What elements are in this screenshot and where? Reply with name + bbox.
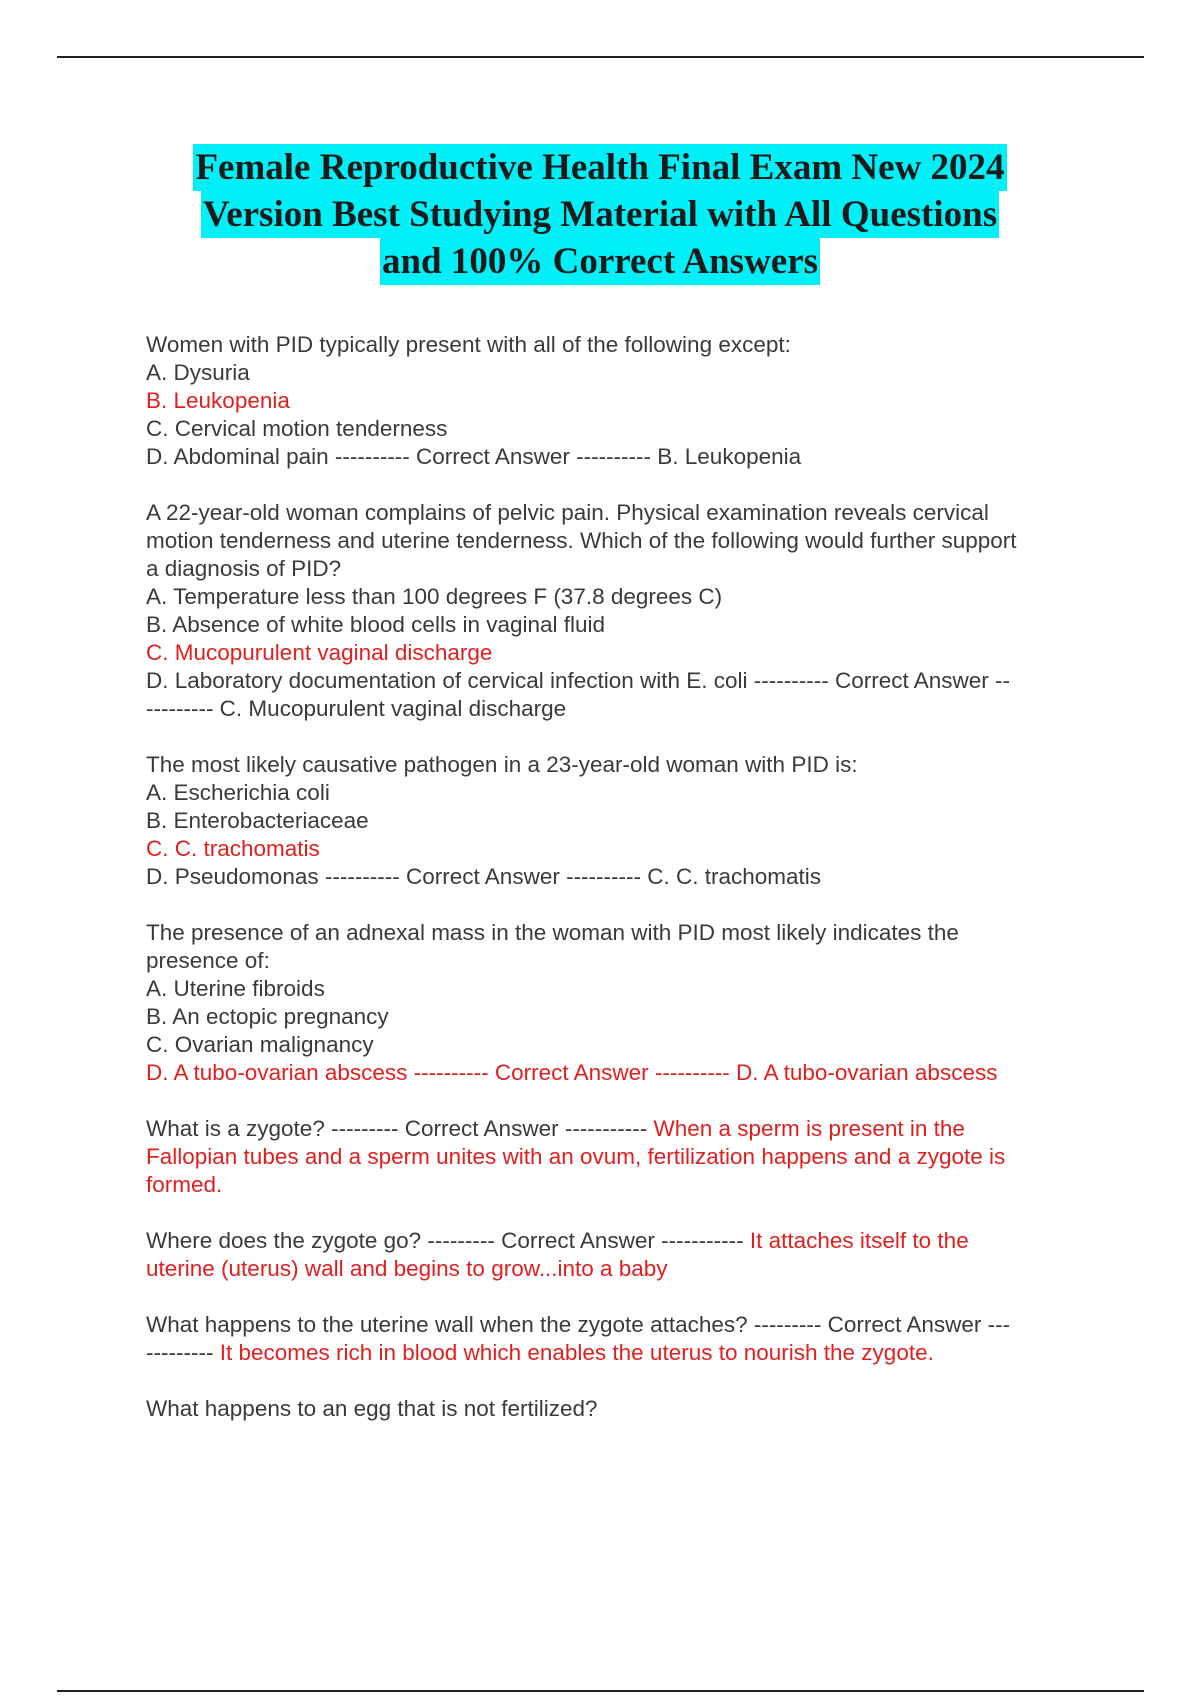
answer-text-part-2: uterine (uterus) wall and begins to grow...into a baby xyxy=(146,1256,668,1281)
title-line-3: and 100% Correct Answers xyxy=(380,238,820,285)
question-block-6 xyxy=(146,1227,1096,1283)
question-block-7 xyxy=(146,1311,1096,1367)
question-text: What happens to an egg that is not fertilized? xyxy=(146,1396,598,1421)
question-text-line-1: The presence of an adnexal mass in the woman with PID most likely indicates the xyxy=(146,920,959,945)
option-a: A. Temperature less than 100 degrees F (37.8 degrees C) xyxy=(146,584,723,609)
option-b-correct: B. Leukopenia xyxy=(146,388,290,413)
question-prefix-line-1: What happens to the uterine wall when the zygote attaches? --------- Correct Answer --- xyxy=(146,1312,1011,1337)
option-d-correct-with-answer: D. A tubo-ovarian abscess ---------- Correct Answer ---------- D. A tubo-ovarian abscess xyxy=(146,1060,998,1085)
answer-text-part-3: formed. xyxy=(146,1172,223,1197)
question-text-line-2: presence of: xyxy=(146,948,270,973)
question-block-8 xyxy=(146,1395,1096,1423)
answer-text-part-1: It attaches itself to the xyxy=(749,1228,969,1253)
question-block-1 xyxy=(146,331,1096,471)
question-block-3 xyxy=(146,751,1096,891)
question-block-4 xyxy=(146,919,1096,1087)
question-prefix: Where does the zygote go? --------- Correct Answer ----------- xyxy=(146,1228,750,1253)
answer-text-part-2: Fallopian tubes and a sperm unites with an ovum, fertilization happens and a zygote is xyxy=(146,1144,1006,1169)
option-c-correct: C. Mucopurulent vaginal discharge xyxy=(146,640,493,665)
qa-line-2 xyxy=(146,1339,1096,1367)
option-d-with-answer: D. Pseudomonas ---------- Correct Answer ---------- C. C. trachomatis xyxy=(146,864,822,889)
option-b: B. Enterobacteriaceae xyxy=(146,808,369,833)
title-line-1: Female Reproductive Health Final Exam New 2024 xyxy=(193,144,1006,191)
title-line-2: Version Best Studying Material with All Questions xyxy=(201,191,999,238)
top-rule xyxy=(57,56,1144,58)
qa-line-1 xyxy=(146,1115,1096,1143)
option-d-with-answer: D. Abdominal pain ---------- Correct Answer ---------- B. Leukopenia xyxy=(146,444,802,469)
option-b: B. Absence of white blood cells in vaginal fluid xyxy=(146,612,606,637)
option-c: C. Cervical motion tenderness xyxy=(146,416,448,441)
question-text: Women with PID typically present with all of the following except: xyxy=(146,332,791,357)
question-text-line-1: A 22-year-old woman complains of pelvic pain. Physical examination reveals cervical xyxy=(146,500,989,525)
question-prefix-line-2: --------- xyxy=(146,1340,220,1365)
option-d-with-answer-line-2: --------- C. Mucopurulent vaginal discharge xyxy=(146,696,567,721)
option-a: A. Escherichia coli xyxy=(146,780,330,805)
qa-line-1 xyxy=(146,1227,1096,1255)
document-body xyxy=(146,331,1096,1451)
option-c-correct: C. C. trachomatis xyxy=(146,836,320,861)
option-d-with-answer-line-1: D. Laboratory documentation of cervical infection with E. coli ---------- Correct Answer -- xyxy=(146,668,1011,693)
answer-text-part-1: When a sperm is present in the xyxy=(653,1116,965,1141)
question-block-5 xyxy=(146,1115,1096,1199)
question-block-2 xyxy=(146,499,1096,723)
option-a: A. Dysuria xyxy=(146,360,250,385)
answer-text: It becomes rich in blood which enables the uterus to nourish the zygote. xyxy=(219,1340,934,1365)
bottom-rule xyxy=(57,1690,1144,1692)
question-text: The most likely causative pathogen in a 23-year-old woman with PID is: xyxy=(146,752,858,777)
option-b: B. An ectopic pregnancy xyxy=(146,1004,389,1029)
option-a: A. Uterine fibroids xyxy=(146,976,325,1001)
question-text-line-3: a diagnosis of PID? xyxy=(146,556,342,581)
question-text-line-2: motion tenderness and uterine tenderness. Which of the following would further support xyxy=(146,528,1017,553)
option-c: C. Ovarian malignancy xyxy=(146,1032,374,1057)
page-title xyxy=(120,144,1080,285)
question-prefix: What is a zygote? --------- Correct Answer ----------- xyxy=(146,1116,654,1141)
